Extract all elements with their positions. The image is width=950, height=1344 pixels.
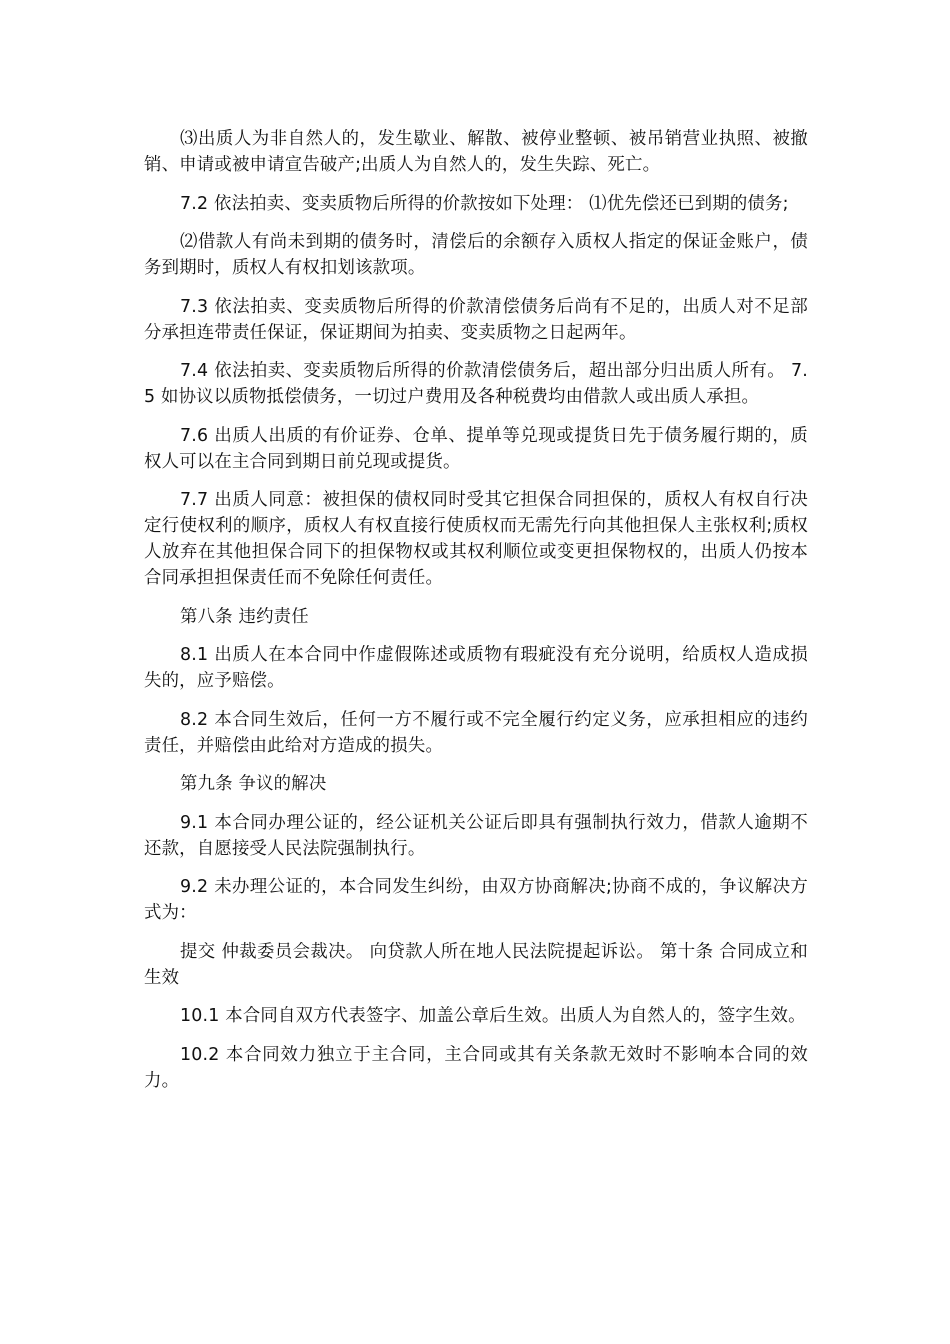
clause-7-1-3: ⑶出质人为非自然人的，发生歇业、解散、被停业整顿、被吊销营业执照、被撤销、申请或被申请宣告破产;出质人为自然人的，发生失踪、死亡。 — [144, 129, 808, 175]
clause-7-3: 7.3 依法拍卖、变卖质物后所得的价款清偿债务后尚有不足的，出质人对不足部分承担连带责任保证，保证期间为拍卖、变卖质物之日起两年。 — [144, 296, 808, 343]
clause-10-1: 10.1 本合同自双方代表签字、加盖公章后生效。出质人为自然人的，签字生效。 — [180, 1006, 806, 1026]
clause-8-1: 8.1 出质人在本合同中作虚假陈述或质物有瑕疵没有充分说明，给质权人造成损失的，应予赔偿。 — [144, 645, 808, 691]
article-8-heading: 第八条 违约责任 — [180, 606, 309, 627]
article-9-heading: 第九条 争议的解决 — [180, 774, 327, 794]
clause-7-2-2: ⑵借款人有尚未到期的债务时，清偿后的余额存入质权人指定的保证金账户，债务到期时，质权人有权扣划该款项。 — [144, 232, 808, 278]
clause-7-7: 7.7 出质人同意：被担保的债权同时受其它担保合同担保的，质权人有权自行决定行使权利的顺序，质权人有权直接行使质权而无需先行向其他担保人主张权利;质权人放弃在其他担保合同下的担保物权或其权利顺位或变更担保物权的，出质人仍按本合同承担担保责任而不免除任何责任。 — [144, 490, 808, 588]
clause-7-2: 7.2 依法拍卖、变卖质物后所得的价款按如下处理： ⑴优先偿还已到期的债务; — [180, 193, 789, 214]
clause-7-4-7-5: 7.4 依法拍卖、变卖质物后所得的价款清偿债务后，超出部分归出质人所有。 7.5 如协议以质物抵偿债务，一切过户费用及各种税费均由借款人或出质人承担。 — [144, 361, 808, 407]
clause-10-2: 10.2 本合同效力独立于主合同，主合同或其有关条款无效时不影响本合同的效力。 — [144, 1044, 808, 1091]
dispute-options-and-article-10-heading: 提交 仲裁委员会裁决。 向贷款人所在地人民法院提起诉讼。 第十条 合同成立和生效 — [144, 941, 808, 988]
clause-9-2: 9.2 未办理公证的，本合同发生纠纷，由双方协商解决;协商不成的，争议解决方式为： — [144, 877, 808, 923]
clause-8-2: 8.2 本合同生效后，任何一方不履行或不完全履行约定义务，应承担相应的违约责任，并赔偿由此给对方造成的损失。 — [144, 709, 808, 756]
document-body — [144, 126, 808, 1106]
clause-7-6: 7.6 出质人出质的有价证券、仓单、提单等兑现或提货日先于债务履行期的，质权人可以在主合同到期日前兑现或提货。 — [144, 425, 808, 472]
clause-9-1: 9.1 本合同办理公证的，经公证机关公证后即具有强制执行效力，借款人逾期不还款，自愿接受人民法院强制执行。 — [144, 812, 808, 859]
